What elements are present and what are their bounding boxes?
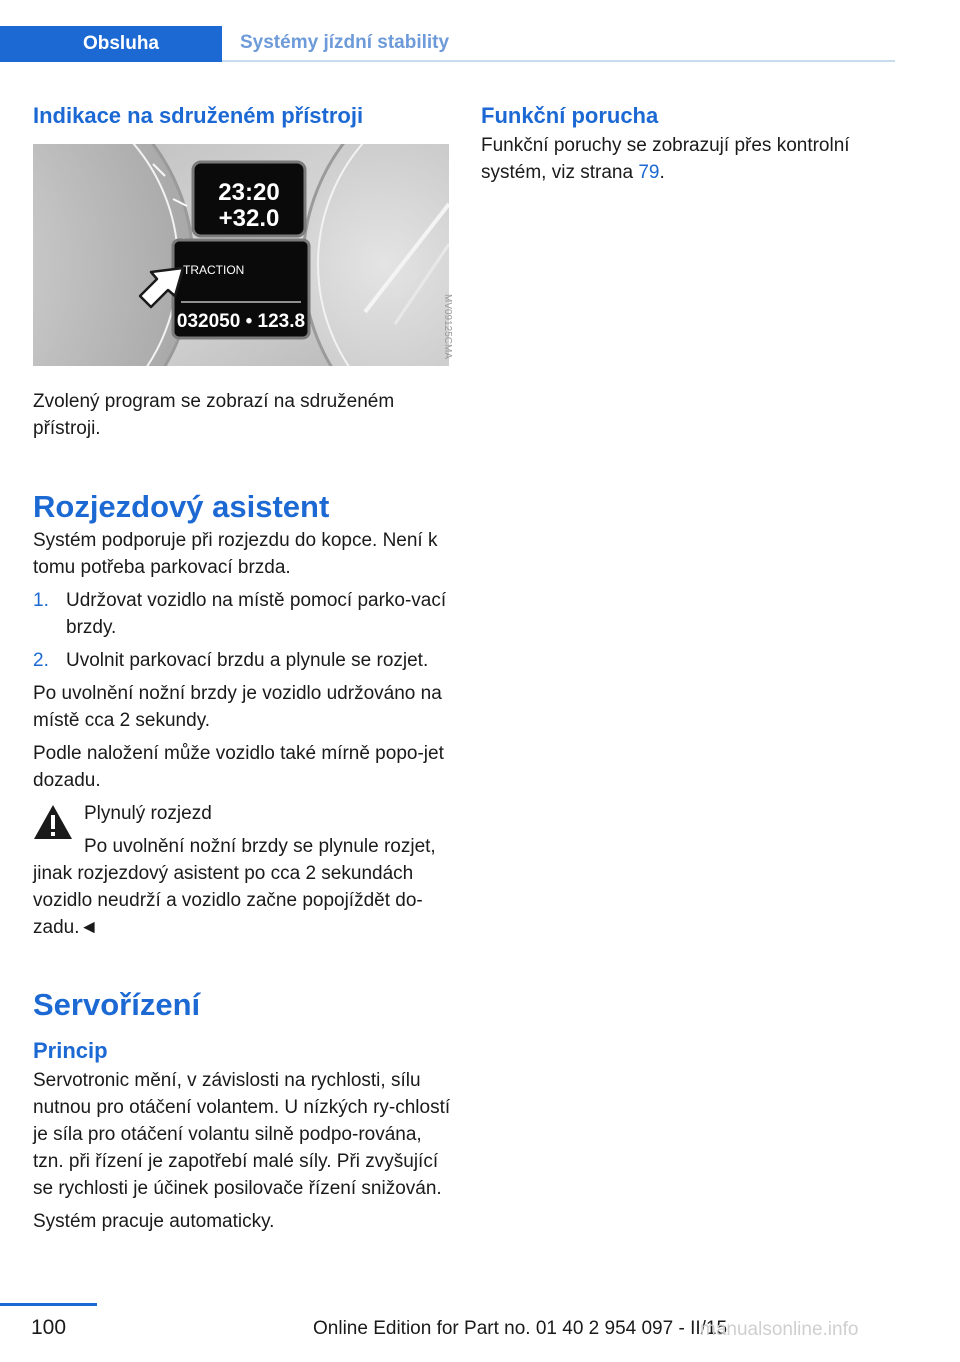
figure-code: MV09125CMA	[442, 294, 453, 360]
section-heading-rozjezdovy-asistent: Rozjezdový asistent	[33, 489, 330, 524]
text-after-link: .	[659, 162, 665, 183]
page-number: 100	[30, 1316, 67, 1339]
warning-box	[33, 800, 453, 941]
right-column	[481, 100, 901, 186]
clock-readout: 23:20	[218, 179, 280, 206]
watermark: manualsonline.info	[700, 1319, 859, 1340]
step-text: Udržovat vozidlo na místě pomocí parko-vací brzdy.	[66, 590, 447, 638]
page-reference-link[interactable]: 79	[638, 162, 660, 183]
tab-systemy-jizdni-stability[interactable]: Systémy jízdní stability	[240, 32, 450, 53]
text-before-link: Funkční poruchy se zobrazují přes kontrolní systém, viz strana	[481, 135, 850, 183]
funkcni-porucha-text	[481, 132, 901, 186]
instrument-cluster-illustration	[33, 144, 449, 366]
para-brake-release: Po uvolnění nožní brzdy je vozidlo udržováno na místě cca 2 sekundy.	[33, 683, 442, 731]
left-column	[33, 100, 453, 1235]
step-number: 2.	[33, 650, 49, 671]
para-roll-back: Podle naložení může vozidlo také mírně popo-jet dozadu.	[33, 743, 444, 791]
section-heading-servorizeni: Servořízení	[33, 987, 201, 1022]
section-heading-funkcni-porucha: Funkční porucha	[481, 103, 659, 128]
warning-rest: jinak rozjezdový asistent po cca 2 sekundách vozidlo neudrží a vozidlo začne popojíždět do-zadu.◄	[33, 863, 423, 938]
section2-intro: Systém podporuje při rozjezdu do kopce. Není k tomu potřeba parkovací brzda.	[33, 530, 438, 578]
temperature-readout: +32.0	[218, 205, 280, 232]
edition-text: Online Edition for Part no. 01 40 2 954 097 - II/15	[313, 1318, 728, 1339]
subheading-princip: Princip	[33, 1038, 108, 1063]
warning-line1: Po uvolnění nožní brzdy se plynule rozjet,	[84, 836, 436, 857]
traction-message: TRACTION	[183, 263, 245, 277]
warning-triangle-icon	[33, 804, 73, 840]
section-heading-indikace: Indikace na sdruženém přístroji	[33, 103, 364, 128]
section3-text2: Systém pracuje automaticky.	[33, 1211, 275, 1232]
page-header	[0, 26, 895, 62]
warning-title: Plynulý rozjezd	[84, 803, 212, 824]
section1-text: Zvolený program se zobrazí na sdruženém přístroji.	[33, 391, 395, 439]
tab-obsluha[interactable]: Obsluha	[0, 26, 222, 62]
step-number: 1.	[33, 590, 49, 611]
step-text: Uvolnit parkovací brzdu a plynule se rozjet.	[66, 650, 429, 671]
list-item	[33, 587, 453, 641]
odometer-readout: 032050 • 123.8	[176, 311, 306, 332]
section3-text: Servotronic mění, v závislosti na rychlosti, sílu nutnou pro otáčení volantem. U nízkých ry-chlostí je síla pro otáčení volantu silně podpo-rována, tzn. při řízení je zapotřebí malé síly. Při zvyšující se rychlosti je účinek posilovače řízení snižován.	[33, 1070, 451, 1199]
instrument-cluster-figure	[33, 144, 453, 366]
list-item	[33, 647, 453, 674]
steps-list	[33, 587, 453, 674]
footer-rule	[0, 1303, 97, 1306]
